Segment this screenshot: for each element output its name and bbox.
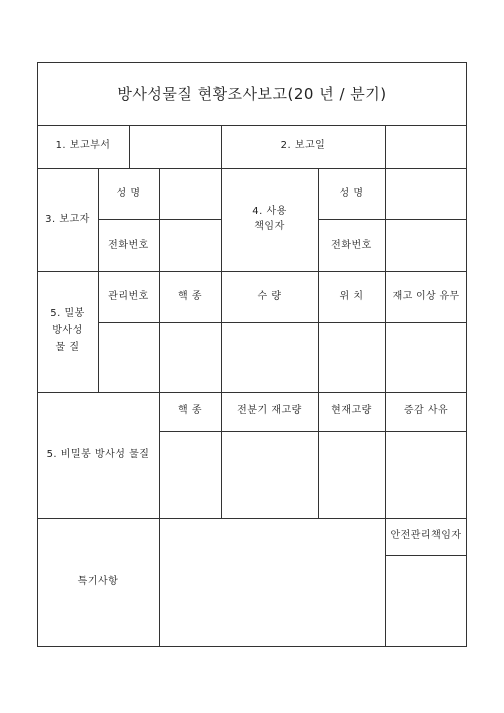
divider [37, 168, 467, 169]
unsealed-header-current-stock: 현재고량 [331, 405, 372, 416]
user-label-line2: 책임자 [254, 221, 285, 232]
divider [385, 271, 386, 392]
sealed-label-line3: 물 질 [55, 342, 80, 353]
unsealed-header-nuclide: 핵 종 [178, 405, 202, 416]
divider [385, 555, 467, 556]
user-name-label: 성 명 [339, 188, 364, 199]
divider [37, 518, 467, 519]
divider [385, 168, 386, 271]
divider [37, 392, 467, 393]
divider [385, 125, 386, 168]
user-label-line1: 4. 사용 [252, 206, 287, 217]
divider [159, 431, 467, 432]
divider [98, 168, 99, 392]
divider [318, 168, 319, 271]
reporter-label: 3. 보고자 [45, 214, 90, 225]
divider [385, 392, 386, 647]
reporter-phone-label: 전화번호 [108, 240, 149, 251]
divider [221, 168, 222, 271]
form-title: 방사성물질 현황조사보고(20 년 / 분기) [117, 85, 387, 103]
remarks-label: 특기사항 [77, 576, 119, 587]
reporter-name-label: 성 명 [116, 188, 141, 199]
divider [98, 322, 467, 323]
unsealed-header-prev-stock: 전분기 재고량 [237, 405, 302, 416]
divider [221, 271, 222, 392]
unsealed-header-change-reason: 증감 사유 [403, 405, 449, 416]
sealed-header-nuclide: 핵 종 [178, 291, 202, 302]
divider [37, 125, 467, 126]
sealed-header-location: 위 치 [339, 291, 364, 302]
divider [37, 271, 467, 272]
divider [318, 219, 467, 220]
unsealed-label: 5. 비밀봉 방사성 물질 [46, 449, 150, 460]
sealed-label-line2: 방사성 [52, 325, 83, 336]
dept-label: 1. 보고부서 [55, 140, 111, 151]
divider [159, 168, 160, 271]
divider [159, 392, 160, 647]
divider [318, 271, 319, 392]
safety-officer-label: 안전관리책임자 [390, 530, 462, 541]
user-phone-label: 전화번호 [331, 240, 372, 251]
date-label: 2. 보고일 [280, 140, 326, 151]
sealed-label-line1: 5. 밀봉 [50, 308, 85, 319]
sealed-header-id: 관리번호 [108, 291, 149, 302]
divider [159, 271, 160, 392]
sealed-header-quantity: 수 량 [257, 291, 282, 302]
sealed-header-inventory: 재고 이상 유무 [392, 291, 460, 302]
divider [129, 125, 130, 168]
